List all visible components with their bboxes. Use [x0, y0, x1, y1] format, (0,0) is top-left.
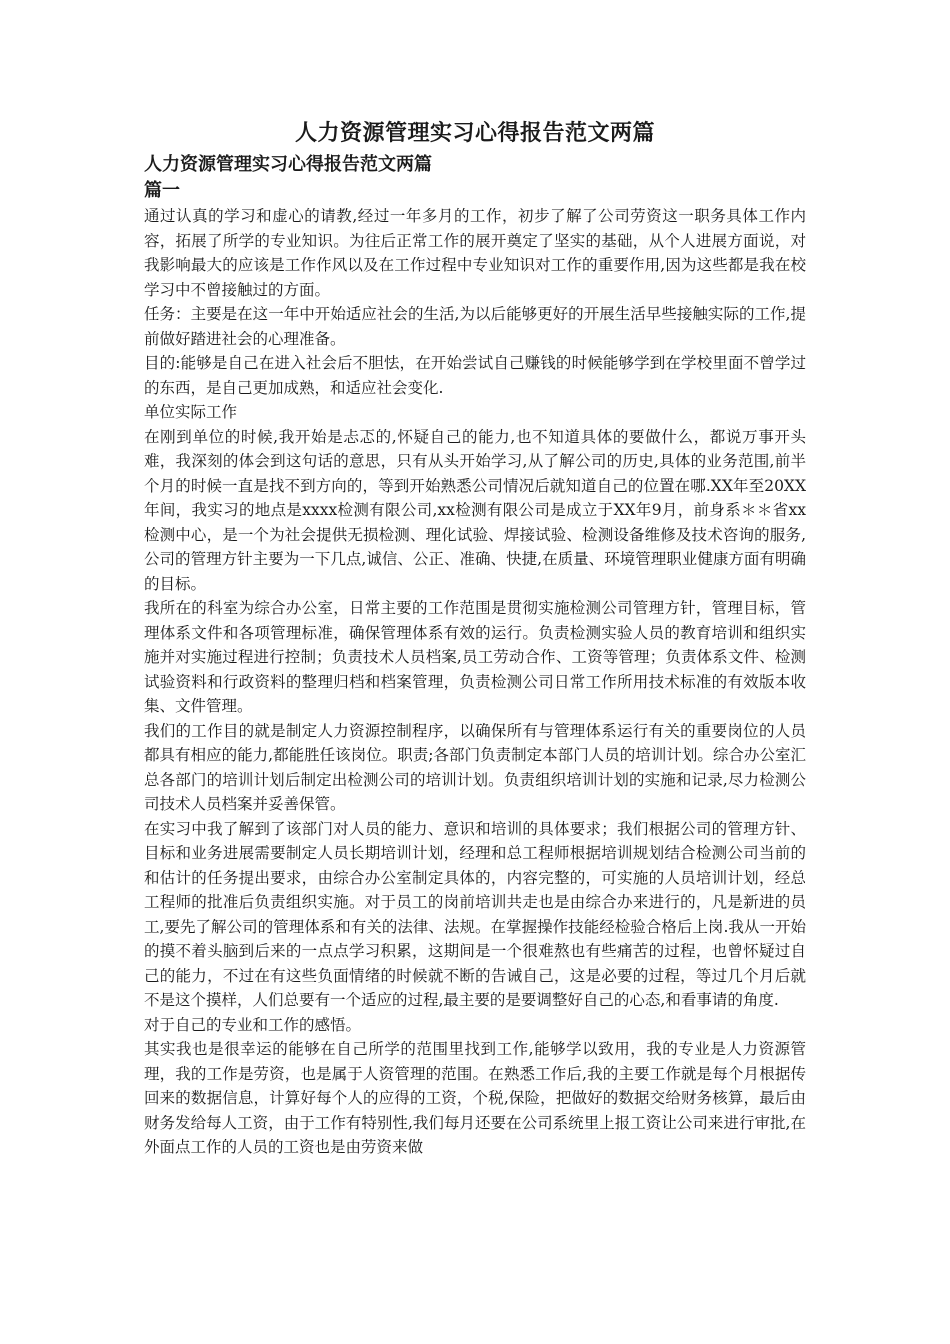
document-page — [144, 118, 806, 1160]
paragraph-arrival: 在刚到单位的时候,我开始是忐忑的,怀疑自己的能力,也不知道具体的要做什么，都说万事开头难，我深刻的体会到这句话的意思，只有从头开始学习,从了解公司的历史,具体的业务范围,前半个月的时候一直是找不到方向的，等到开始熟悉公司情况后就知道自己的位置在哪.XX年至20XX年间，我实习的地点是xxxx检测有限公司,xx检测有限公司是成立于XX年9月，前身系＊＊省xx检测中心，是一个为社会提供无损检测、理化试验、焊接试验、检测设备维修及技术咨询的服务,公司的管理方针主要为一下几点,诚信、公正、准确、快捷,在质量、环境管理职业健康方面有明确的目标。 — [144, 427, 806, 593]
document-title: 人力资源管理实习心得报告范文两篇 — [294, 120, 655, 146]
paragraph-intro: 通过认真的学习和虚心的请教,经过一年多月的工作，初步了解了公司劳资这一职务具体工作内容，拓展了所学的专业知识。为往后正常工作的展开奠定了坚实的基础，从个人进展方面说，对我影响最大的应该是工作作风以及在工作过程中专业知识对工作的重要作用,因为这些都是我在校学习中不曾接触过的方面。 — [144, 207, 806, 299]
section-heading: 篇一 — [144, 180, 180, 201]
paragraph-office: 我所在的科室为综合办公室，日常主要的工作范围是贯彻实施检测公司管理方针，管理目标，管理体系文件和各项管理标准，确保管理体系有效的运行。负责检测实验人员的教育培训和组织实施并对实施过程进行控制；负责技术人员档案,员工劳动合作、工资等管理；负责体系文件、检测试验资料和行政资料的整理归档和档案管理，负责检测公司日常工作所用技术标准的有效版本收集、文件管理。 — [144, 599, 806, 715]
paragraph-internship: 在实习中我了解到了该部门对人员的能力、意识和培训的具体要求；我们根据公司的管理方针、目标和业务进展需要制定人员长期培训计划，经理和总工程师根据培训规划结合检测公司当前的和估计的任务提出要求，由综合办公室制定具体的，内容完整的，可实施的人员培训计划，经总工程师的批准后负责组织实施。对于员工的岗前培训共走也是由综合办来进行的，凡是新进的员工,要先了解公司的管理体系和有关的法律、法规。在掌握操作技能经检验合格后上岗.我从一开始的摸不着头脑到后来的一点点学习积累，这期间是一个很难熬也有些痛苦的过程，也曾怀疑过自己的能力，不过在有这些负面情绪的时候就不断的告诫自己，这是必要的过程，等过几个月后就不是这个摸样，人们总要有一个适应的过程,最主要的是要调整好自己的心态,和看事请的角度. — [144, 819, 806, 1009]
paragraph-reflection: 其实我也是很幸运的能够在自己所学的范围里找到工作,能够学以致用，我的专业是人力资源管理，我的工作是劳资，也是属于人资管理的范围。在熟悉工作后,我的主要工作就是每个月根据传回来的数据信息，计算好每个人的应得的工资，个税,保险，把做好的数据交给财务核算，最后由财务发给每人工资，由于工作有特别性,我们每月还要在公司系统里上报工资让公司来进行审批,在外面点工作的人员的工资也是由劳资来做 — [144, 1040, 806, 1156]
document-subtitle: 人力资源管理实习心得报告范文两篇 — [144, 154, 432, 175]
paragraph-heading-reflection: 对于自己的专业和工作的感悟。 — [144, 1015, 362, 1034]
paragraph-task: 任务：主要是在这一年中开始适应社会的生活,为以后能够更好的开展生活早些接触实际的工作,提前做好踏进社会的心理准备。 — [144, 305, 806, 348]
paragraph-goal: 我们的工作目的就是制定人力资源控制程序，以确保所有与管理体系运行有关的重要岗位的人员都具有相应的能力,都能胜任该岗位。职责;各部门负责制定本部门人员的培训计划。综合办公室汇总各部门的培训计划后制定出检测公司的培训计划。负责组织培训计划的实施和记录,尽力检测公司技术人员档案并妥善保管。 — [144, 721, 806, 813]
paragraph-purpose: 目的:能够是自己在进入社会后不胆怯，在开始尝试自己赚钱的时候能够学到在学校里面不曾学过的东西，是自己更加成熟，和适应社会变化. — [144, 354, 806, 397]
paragraph-heading-unit-work: 单位实际工作 — [144, 403, 238, 421]
